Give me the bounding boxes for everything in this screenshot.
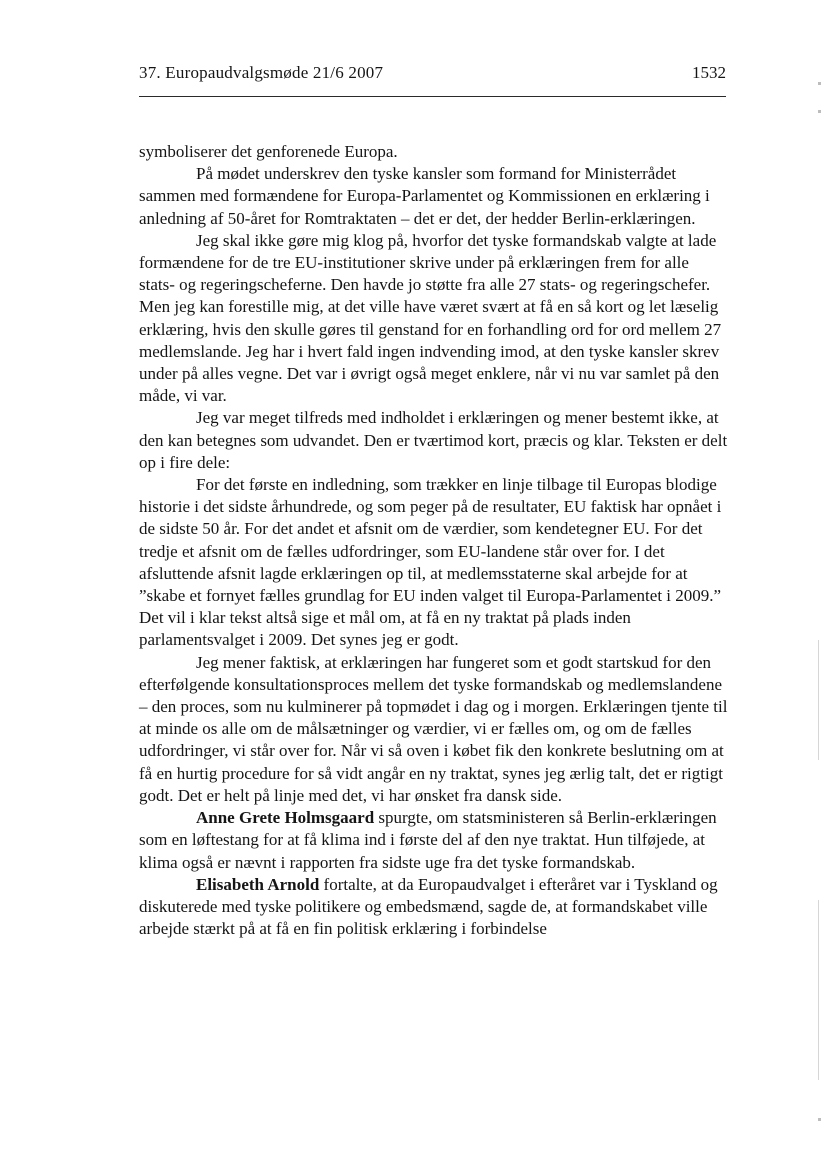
scan-edge-dot bbox=[818, 82, 821, 85]
page-number: 1532 bbox=[692, 63, 726, 82]
scan-edge-mark bbox=[818, 640, 819, 760]
paragraph-text: Jeg mener faktisk, at erklæringen har fungeret som et godt startskud for den efterfølgende konsultationsproces mellem det tyske formandskab og medlemslandene – den proces, som nu kulminerer på topmødet i dag og i morgen. Erklæringen tjente til at minde os alle om de målsætninger og værdier, vi er fælles om, og om de fælles udfordringer, vi står over for. Når vi så oven i købet fik den konkrete beslutning om at få en hurtig procedure for så vidt angår en ny traktat, synes jeg ærlig talt, det er rigtigt godt. Det er helt på linje med det, vi har ønsket fra dansk side. bbox=[139, 652, 728, 805]
paragraph-text: På mødet underskrev den tyske kansler som formand for Ministerrådet sammen med formændene for Europa-Parlamentet og Kommissionen en erklæring i anledning af 50-året for Romtraktaten – det er det, der hedder Berlin-erklæringen. bbox=[139, 164, 710, 228]
paragraph-text: For det første en indledning, som trækker en linje tilbage til Europas blodige historie i det sidste århundrede, og som peger på de resultater, EU faktisk har opnået i de sidste 50 år. For det andet et afsnit om de værdier, som kendetegner EU. For det tredje et afsnit om de fælles udfordringer, som EU-landene står over for. I det afsluttende afsnit lagde erklæringen op til, at medlemsstaterne skal arbejde for at ”skabe et fornyet fælles grundlag for EU inden valget til Europa-Parlamentet i 2009.” Det vil i klar tekst altså sige et mål om, at få en ny traktat på plads inden parlamentsvalget i 2009. Det synes jeg er godt. bbox=[139, 475, 722, 650]
paragraph bbox=[139, 474, 729, 652]
speaker-name: Elisabeth Arnold bbox=[196, 874, 320, 894]
paragraph-text: fortalte, at da Europaudvalget i efteråret var i Tyskland og diskuterede med tyske politikere og embedsmænd, sagde de, at formandskabet ville arbejde stærkt på at få en fin politisk erklæring i forbindelse bbox=[139, 874, 718, 939]
paragraph-text: symboliserer det genforenede Europa. bbox=[139, 142, 398, 161]
paragraph-text: Jeg var meget tilfreds med indholdet i erklæringen og mener bestemt ikke, at den kan betegnes som udvandet. Den er tværtimod kort, præcis og klar. Teksten er delt op i fire dele: bbox=[139, 408, 728, 472]
paragraph-text: spurgte, om statsministeren så Berlin-erklæringen som en løftestang for at få klima ind i første del af den nye traktat. Hun tilføjede, at klima også er nævnt i rapporten fra sidste uge fra det tyske formandskab. bbox=[139, 808, 717, 872]
speaker-name: Anne Grete Holmsgaard bbox=[196, 808, 375, 828]
paragraph bbox=[139, 407, 729, 474]
paragraph bbox=[139, 652, 729, 807]
document-body bbox=[139, 141, 729, 940]
paragraph bbox=[139, 141, 729, 163]
header-title: 37. Europaudvalgsmøde 21/6 2007 bbox=[139, 63, 384, 82]
paragraph bbox=[139, 874, 729, 941]
scan-edge-dot bbox=[818, 1118, 821, 1121]
paragraph-text: Jeg skal ikke gøre mig klog på, hvorfor det tyske formandskab valgte at lade formændene for de tre EU-institutioner skrive under på erklæringen frem for alle stats- og regeringscheferne. Den havde jo støtte fra alle 27 stats- og regeringschefer. Men jeg kan forestille mig, at det ville have været svært at få en så kort og let læselig erklæring, hvis den skulle gøres til genstand for en forhandling ord for ord mellem 27 medlemslande. Jeg har i hvert fald ingen indvending imod, at den tyske kansler skrev under på alles vegne. Det var i øvrigt også meget enklere, når vi nu var samlet på den måde, vi var. bbox=[139, 230, 722, 406]
scan-edge-dot bbox=[818, 110, 821, 113]
paragraph bbox=[139, 807, 729, 874]
page-header bbox=[139, 60, 726, 97]
paragraph bbox=[139, 230, 729, 408]
paragraph bbox=[139, 163, 729, 230]
scan-edge-mark bbox=[818, 900, 819, 1080]
